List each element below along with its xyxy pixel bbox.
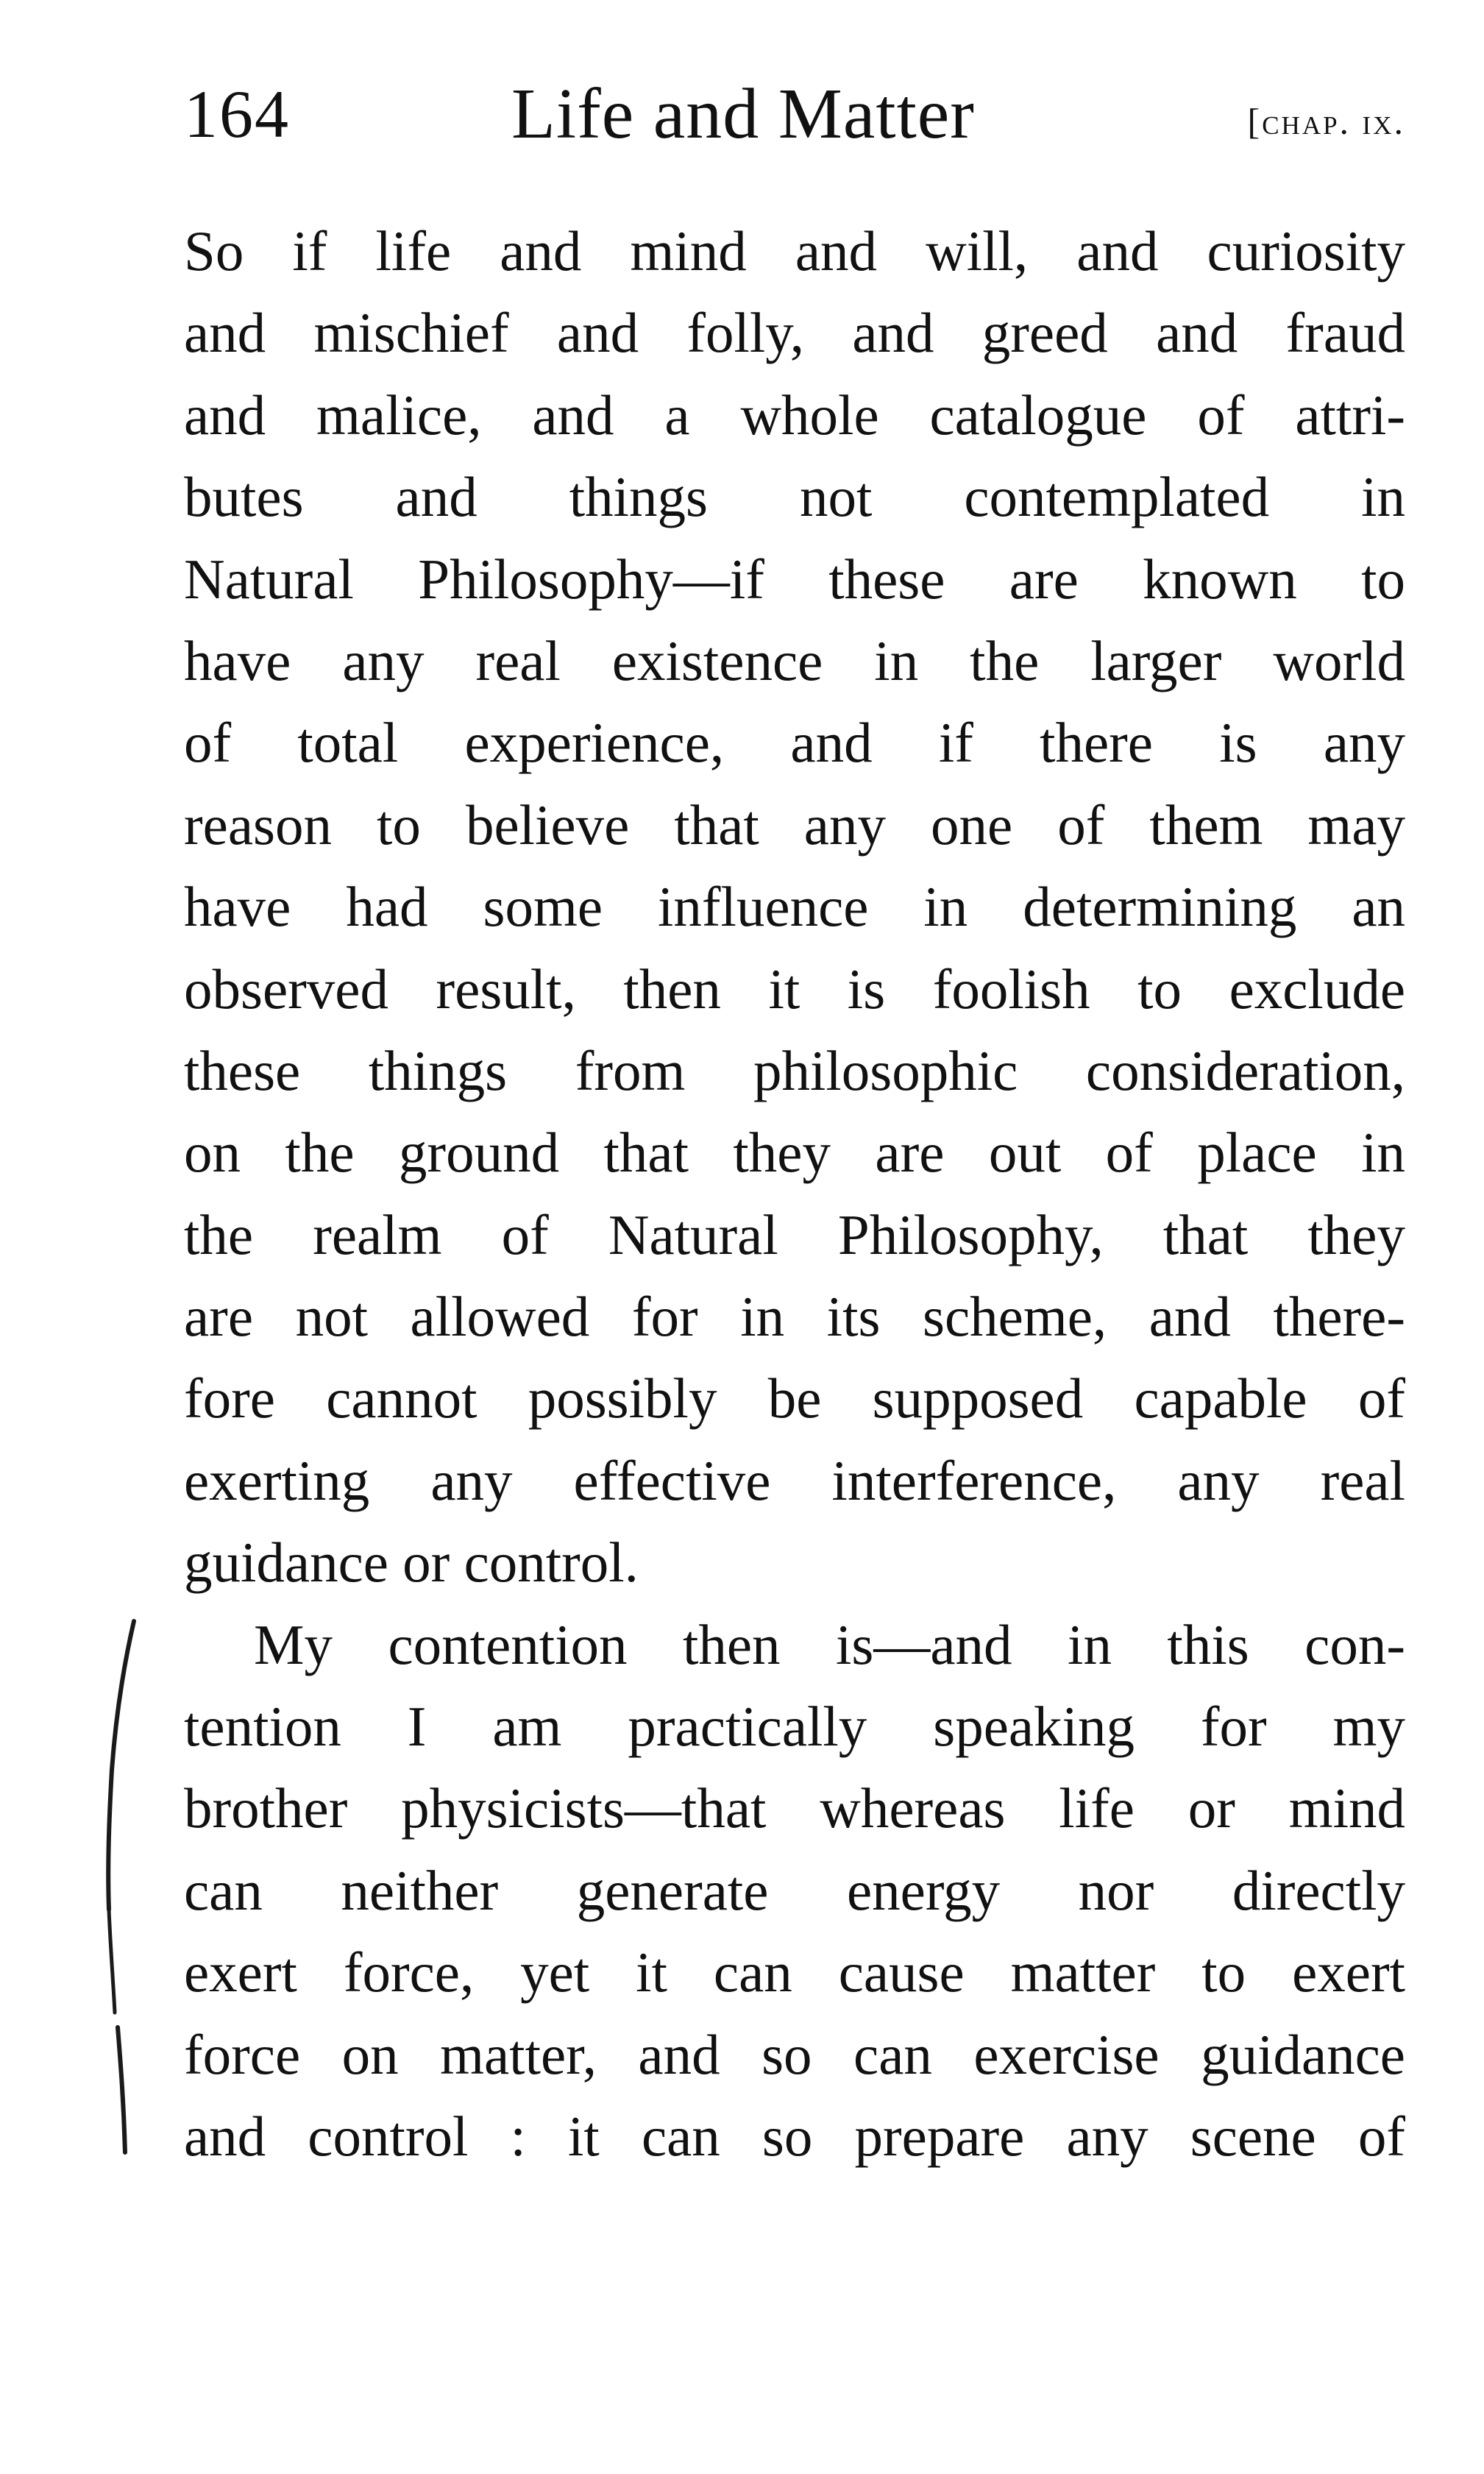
text-line: can neither generate energy nor directly [184,1858,1405,1922]
running-title: Life and Matter [511,74,975,154]
text-line: butes and things not contemplated in [184,465,1405,529]
text-line: these things from philosophic consideration, [184,1038,1405,1102]
handwritten-margin-line [96,1615,147,2160]
paragraph-2 [184,1604,1405,2178]
text-line: exert force, yet it can cause matter to exert [184,1940,1405,2005]
chapter-reference: [chap. ix. [1247,101,1405,142]
text-line: of total experience, and if there is any [184,711,1405,775]
text-line: on the ground that they are out of place in [184,1121,1405,1185]
page-number: 164 [184,77,290,152]
text-line: and mischief and folly, and greed and fraud [184,301,1405,365]
text-line: Natural Philosophy—if these are known to [184,547,1405,611]
text-line: So if life and mind and will, and curiosity [184,219,1405,283]
text-line: observed result, then it is foolish to exclude [184,957,1405,1021]
body-text [184,210,1405,2177]
text-line: brother physicists—that whereas life or mind [184,1776,1405,1840]
text-line: tention I am practically speaking for my [184,1695,1405,1759]
text-line: guidance or control. [184,1531,639,1595]
text-line: and malice, and a whole catalogue of attri- [184,383,1405,447]
text-line: fore cannot possibly be supposed capable of [184,1367,1405,1431]
text-line: My contention then is—and in this con- [254,1612,1405,1676]
text-line: and control : it can so prepare any scene of [184,2104,1405,2168]
text-line: have had some influence in determining an [184,875,1405,939]
paragraph-1 [184,210,1405,1604]
text-line: have any real existence in the larger world [184,628,1405,692]
text-line: force on matter, and so can exercise guidance [184,2022,1405,2086]
text-line: exerting any effective interference, any real [184,1448,1405,1512]
text-line: the realm of Natural Philosophy, that they [184,1202,1405,1266]
text-line: reason to believe that any one of them may [184,793,1405,857]
running-head [184,70,1405,158]
text-line: are not allowed for in its scheme, and there- [184,1285,1405,1349]
